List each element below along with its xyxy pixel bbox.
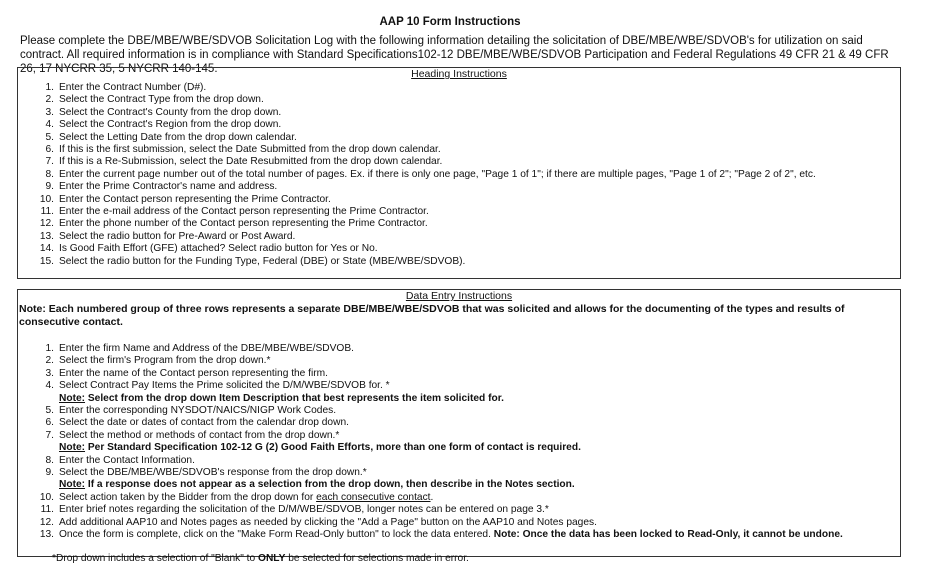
heading-instructions-box xyxy=(17,67,901,279)
heading-instructions-title: Heading Instructions xyxy=(411,68,507,80)
list-item: 7. If this is a Re-Submission, select the Date Resubmitted from the drop down calendar. xyxy=(45,156,443,168)
list-item: 8. Enter the current page number out of the total number of pages. Ex. if there is only one page, "Page 1 of 1"; if there are multiple pages, "Page 1 of 2"; "Page 2 of 2", etc. xyxy=(45,168,816,180)
list-item: 12. Enter the phone number of the Contact person representing the Prime Contractor. xyxy=(39,218,428,230)
list-item: 11. Enter brief notes regarding the solicitation of the D/M/WBE/SDVOB, longer notes can be entered on page 3.* xyxy=(40,504,549,516)
list-item: 2. Select the Contract Type from the drop down. xyxy=(45,94,264,106)
list-item: 3. Enter the name of the Contact person representing the firm. xyxy=(45,367,328,379)
list-item: 5. Enter the corresponding NYSDOT/NAICS/NIGP Work Codes. xyxy=(45,405,337,417)
list-item: 4. Select Contract Pay Items the Prime solicited the D/M/WBE/SDVOB for. * xyxy=(45,380,390,392)
list-item: 1. Enter the Contract Number (D#). xyxy=(45,82,207,93)
list-item: 6. Select the date or dates of contact from the calendar drop down. xyxy=(45,417,349,429)
list-item: 9. Enter the Prime Contractor's name and address. xyxy=(45,181,278,193)
list-item: 13. Select the radio button for Pre-Award or Post Award. xyxy=(39,230,296,242)
data-entry-instructions-list xyxy=(18,343,900,542)
intro-paragraph: Please complete the DBE/MBE/WBE/SDVOB Solicitation Log with the following information detailing the solicitation of DBE/MBE/WBE/SDVOB's for utilization on said contract. All required information is in compliance with Standard Specifications102-12 DBE/MBE/WBE/SDVOB Participation and Federal Regulations 49 CFR 21 & 49 CFR 26, 17 NYCRR 35, 5 NYCRR 140-145. xyxy=(20,35,889,75)
list-item: 12. Add additional AAP10 and Notes pages as needed by clicking the "Add a Page" button on the AAP10 and Notes pages. xyxy=(39,516,597,528)
heading-instructions-list xyxy=(18,82,900,268)
list-item: 8. Enter the Contact Information. xyxy=(45,454,195,466)
list-item: 10. Enter the Contact person representing the Prime Contractor. xyxy=(39,193,331,205)
data-entry-note: Note: Each numbered group of three rows represents a separate DBE/MBE/WBE/SDVOB that was solicited and allows for the documenting of the types and results of consecutive contact. xyxy=(19,303,845,328)
list-item: 6. If this is the first submission, select the Date Submitted from the drop down calendar. xyxy=(45,144,441,156)
item-9-note: Note: If a response does not appear as a selection from the drop down, then describe in the Notes section. xyxy=(59,479,575,491)
list-item: 7. Select the method or methods of contact from the drop down.* xyxy=(45,429,340,441)
list-item: 10. Select action taken by the Bidder from the drop down for each consecutive contact. xyxy=(39,491,434,503)
dropdown-footnote: *Drop down includes a selection of "Blank" to ONLY be selected for selections made in error. xyxy=(52,552,469,564)
list-item: 5. Select the Letting Date from the drop down calendar. xyxy=(45,131,297,143)
list-item: 9. Select the DBE/MBE/WBE/SDVOB's response from the drop down.* xyxy=(45,467,367,479)
list-item: 13. Once the form is complete, click on the "Make Form Read-Only button" to lock the data entered. Note: Once the data has been locked to Read-Only, it cannot be undone. xyxy=(39,529,843,541)
list-item: 3. Select the Contract's County from the drop down. xyxy=(45,106,282,118)
list-item: 14. Is Good Faith Effort (GFE) attached? Select radio button for Yes or No. xyxy=(39,243,378,255)
list-item: 15. Select the radio button for the Funding Type, Federal (DBE) or State (MBE/WBE/SDVOB). xyxy=(39,255,466,267)
list-item: 1. Enter the firm Name and Address of the DBE/MBE/WBE/SDVOB. xyxy=(45,343,354,354)
list-item: 2. Select the firm's Program from the drop down.* xyxy=(45,355,271,367)
page-title: AAP 10 Form Instructions xyxy=(379,16,521,28)
data-entry-instructions-title: Data Entry Instructions xyxy=(405,290,513,302)
item-7-note: Note: Per Standard Specification 102-12 G (2) Good Faith Efforts, more than one form of contact is required. xyxy=(59,442,581,454)
list-item: 11. Enter the e-mail address of the Contact person representing the Prime Contractor. xyxy=(40,206,429,218)
item-4-note: Note: Select from the drop down Item Description that best represents the item solicited for. xyxy=(59,392,504,404)
list-item: 4. Select the Contract's Region from the drop down. xyxy=(45,119,282,131)
data-entry-instructions-box xyxy=(17,289,901,564)
